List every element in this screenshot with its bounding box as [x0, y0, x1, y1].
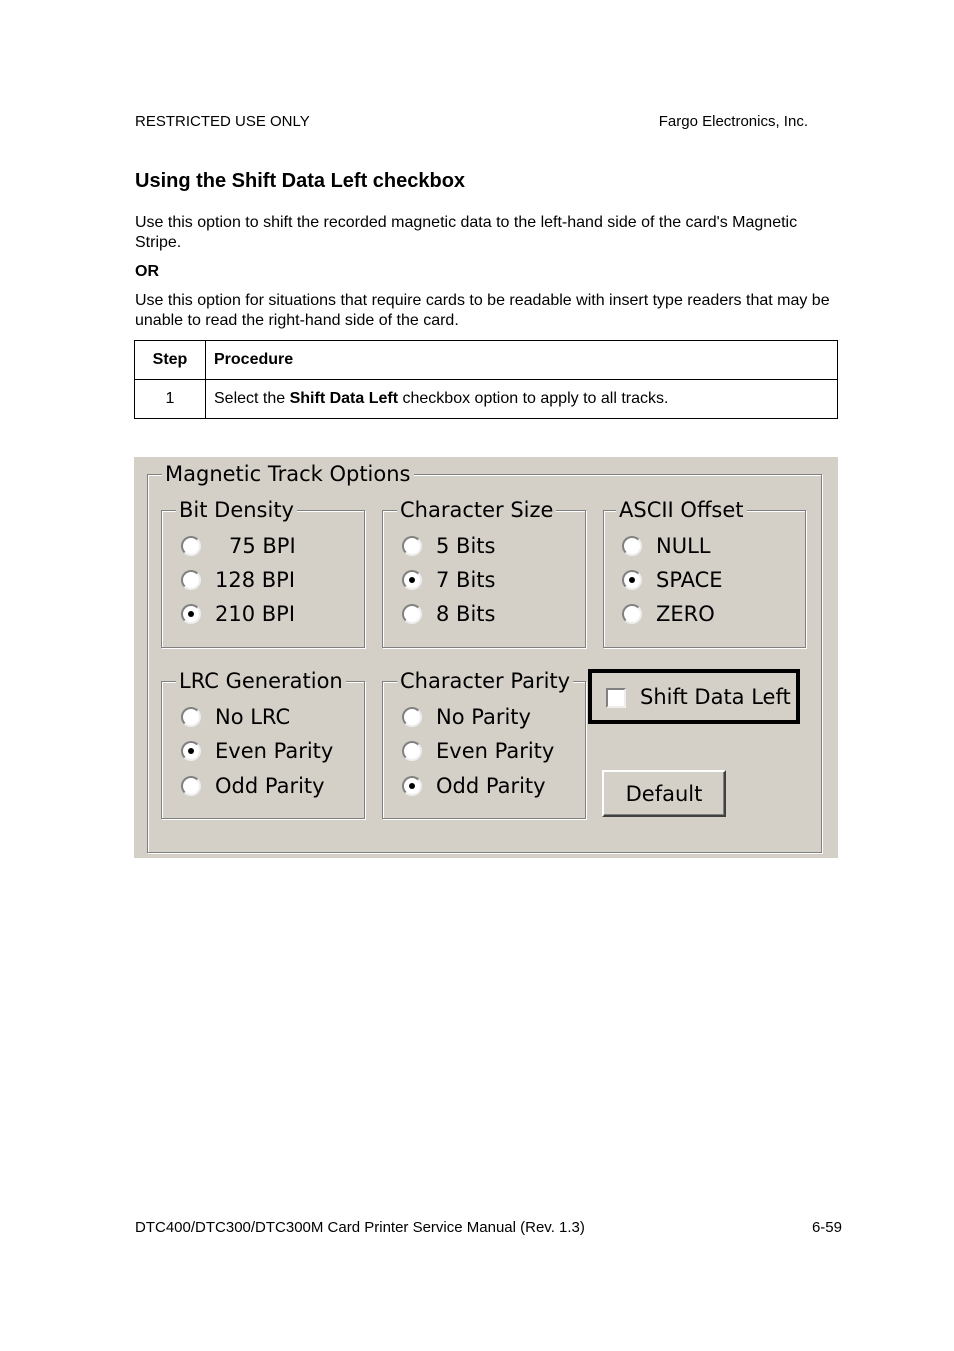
section-title: Using the Shift Data Left checkbox [135, 170, 466, 192]
shift-data-left-checkbox[interactable] [606, 688, 626, 708]
radio-128-bpi[interactable] [181, 567, 295, 593]
radio-parity-odd[interactable] [402, 773, 546, 799]
header-left: RESTRICTED USE ONLY [135, 113, 310, 130]
table-row [135, 380, 838, 419]
radio-label: Even Parity [215, 739, 334, 763]
procedure-table [134, 340, 838, 419]
radio-label: NULL [656, 534, 711, 558]
radio-210-bpi[interactable] [181, 601, 295, 627]
radio-button[interactable] [181, 776, 201, 796]
radio-button[interactable] [622, 536, 642, 556]
column-header-step: Step [135, 341, 206, 380]
step-number: 1 [135, 380, 206, 419]
radio-button-selected[interactable] [402, 570, 422, 590]
radio-label: 75 BPI [229, 534, 296, 558]
shift-data-left-label[interactable]: Shift Data Left [640, 685, 791, 709]
footer-manual-title: DTC400/DTC300/DTC300M Card Printer Service Manual (Rev. 1.3) [135, 1219, 585, 1236]
magnetic-track-options-title: Magnetic Track Options [162, 462, 414, 486]
magnetic-track-options-screenshot [134, 457, 838, 858]
radio-lrc-even-parity[interactable] [181, 738, 333, 764]
footer-page-number: 6-59 [811, 1219, 842, 1236]
radio-5-bits[interactable] [402, 533, 495, 559]
radio-label: No LRC [215, 705, 291, 729]
lrc-generation-label: LRC Generation [176, 669, 346, 693]
radio-label: No Parity [436, 705, 531, 729]
radio-no-parity[interactable] [402, 704, 531, 730]
radio-button-selected[interactable] [181, 604, 201, 624]
character-parity-label: Character Parity [397, 669, 573, 693]
procedure-text-bold: Shift Data Left [289, 390, 399, 407]
radio-label: 8 Bits [436, 602, 496, 626]
table-header-row [135, 341, 838, 380]
radio-label: 128 BPI [215, 568, 296, 592]
radio-label: Odd Parity [436, 774, 546, 798]
radio-button-selected[interactable] [402, 776, 422, 796]
column-header-procedure: Procedure [206, 341, 838, 380]
radio-8-bits[interactable] [402, 601, 495, 627]
radio-button[interactable] [181, 570, 201, 590]
radio-button[interactable] [402, 536, 422, 556]
radio-space[interactable] [622, 567, 723, 593]
radio-button-selected[interactable] [181, 741, 201, 761]
ascii-offset-label: ASCII Offset [616, 498, 747, 522]
radio-75-bpi[interactable] [181, 533, 296, 559]
procedure-text-post: checkbox option to apply to all tracks. [398, 390, 669, 407]
radio-zero[interactable] [622, 601, 715, 627]
default-button[interactable]: Default [602, 770, 726, 817]
radio-no-lrc[interactable] [181, 704, 290, 730]
header-right: Fargo Electronics, Inc. [658, 113, 808, 130]
radio-label: Even Parity [436, 739, 555, 763]
radio-lrc-odd-parity[interactable] [181, 773, 325, 799]
radio-7-bits[interactable] [402, 567, 495, 593]
radio-label: 210 BPI [215, 602, 296, 626]
character-size-label: Character Size [397, 498, 556, 522]
procedure-text-pre: Select the [214, 390, 290, 407]
radio-label: ZERO [656, 602, 715, 626]
or-label: OR [135, 263, 159, 280]
radio-button[interactable] [181, 707, 201, 727]
radio-button-selected[interactable] [622, 570, 642, 590]
radio-button[interactable] [402, 707, 422, 727]
radio-null[interactable] [622, 533, 710, 559]
radio-label: 7 Bits [436, 568, 496, 592]
radio-button[interactable] [622, 604, 642, 624]
radio-button[interactable] [402, 604, 422, 624]
paragraph-2: Use this option for situations that require cards to be readable with insert type readers that may be unable to read the right-hand side of the card. [135, 292, 830, 329]
radio-button[interactable] [181, 536, 201, 556]
radio-label: SPACE [656, 568, 723, 592]
shift-data-left-highlight [588, 669, 800, 724]
radio-button[interactable] [402, 741, 422, 761]
radio-label: 5 Bits [436, 534, 496, 558]
radio-parity-even[interactable] [402, 738, 554, 764]
procedure-text [206, 380, 838, 419]
bit-density-label: Bit Density [176, 498, 297, 522]
radio-label: Odd Parity [215, 774, 325, 798]
paragraph-1: Use this option to shift the recorded magnetic data to the left-hand side of the card's Magnetic Stripe. [135, 214, 798, 251]
